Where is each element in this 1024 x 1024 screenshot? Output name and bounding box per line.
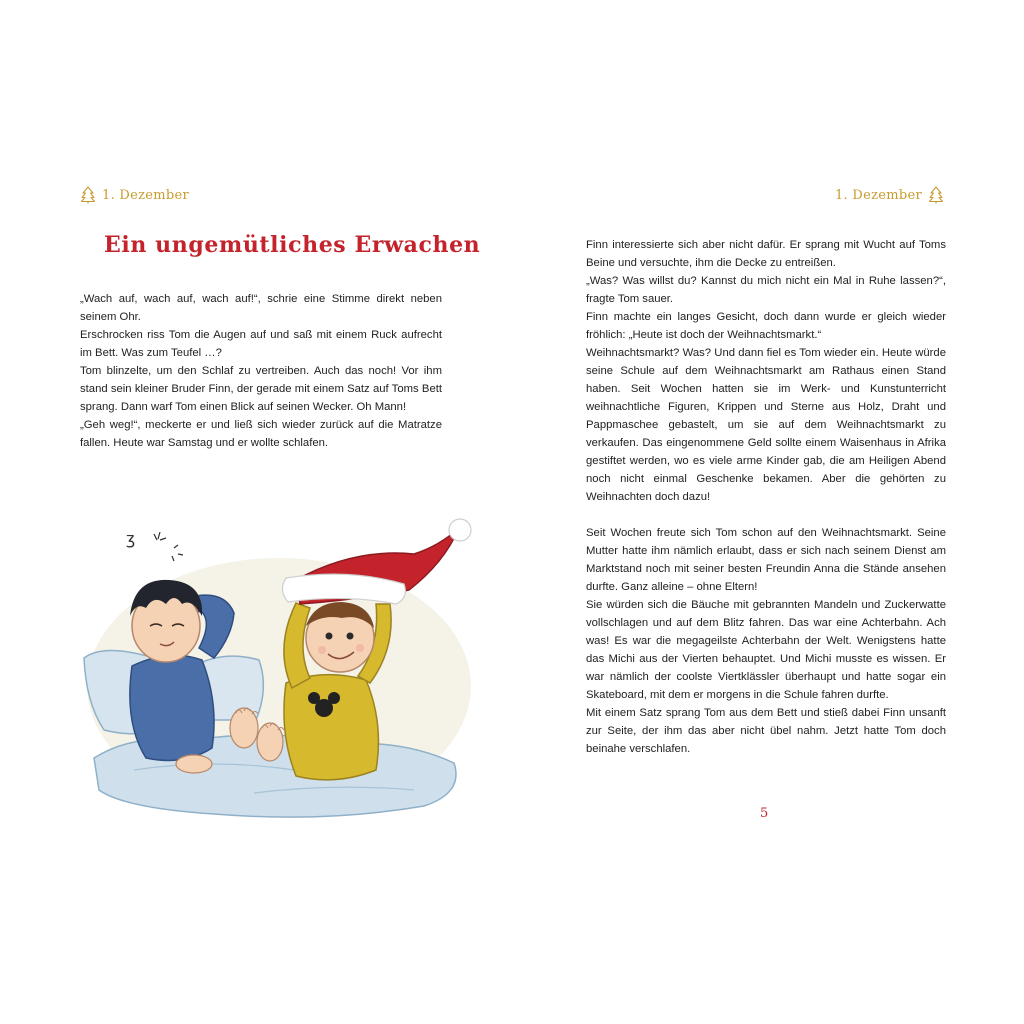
page-number: 5 <box>760 806 769 821</box>
right-page <box>512 0 1024 1024</box>
chapter-date: 1. Dezember <box>834 187 922 203</box>
paragraph: Mit einem Satz sprang Tom aus dem Bett und stieß dabei Finn unsanft zur Seite, der ihm das aber nicht übel nahm. Jetzt hatte Tom doch beinahe verschlafen. <box>586 707 946 755</box>
paragraph: Sie würden sich die Bäuche mit gebrannten Mandeln und Zuckerwatte vollschlagen und auf dem Blitz fahren. Das war eine Achterbahn. Ach was! Es war die megageilste Achterbahn der Welt. Wenigstens hatte das Michi aus der Vierten behauptet. Und Michi musste es wissen. Er war nämlich der coolste Viertklässler überhaupt und hatte sogar ein Skateboard, mit dem er morgens in die Schule fahren durfte. <box>586 599 946 701</box>
christmas-tree-icon <box>928 186 944 204</box>
paragraph: „Wach auf, wach auf, wach auf!“, schrie eine Stimme direkt neben seinem Ohr. <box>80 293 442 323</box>
paragraph: „Was? Was willst du? Kannst du mich nicht ein Mal in Ruhe lassen?“, fragte Tom sauer. <box>586 275 946 305</box>
right-body-text <box>586 236 946 758</box>
paragraph: Seit Wochen freute sich Tom schon auf den Weihnachtsmarkt. Seine Mutter hatte ihm nämlich erlaubt, dass er sich nach seinem Dienst am Marktstand noch mit seiner besten Freundin Anna die Stände ansehen durfte. Ganz alleine – ohne Eltern! <box>586 527 946 593</box>
svg-text:ʒ: ʒ <box>126 529 136 548</box>
running-header-left <box>80 186 189 204</box>
paragraph: Finn machte ein langes Gesicht, doch dann wurde er gleich wieder fröhlich: „Heute ist doch der Weihnachtsmarkt.“ <box>586 311 946 341</box>
christmas-tree-icon <box>80 186 96 204</box>
chapter-title: Ein ungemütliches Erwachen <box>104 232 481 258</box>
paragraph: „Geh weg!“, meckerte er und ließ sich wieder zurück auf die Matratze fallen. Heute war Samstag und er wollte schlafen. <box>80 419 442 449</box>
running-header-right <box>835 186 944 204</box>
chapter-date: 1. Dezember <box>102 187 190 203</box>
left-body-text <box>80 290 442 452</box>
paragraph: Weihnachtsmarkt? Was? Und dann fiel es Tom wieder ein. Heute würde seine Schule auf dem Weihnachtsmarkt am Rathaus einen Stand haben. Seit Wochen hatten sie im Werk- und Kunstunterricht weihnachtliche Figuren, Krippen und Sterne aus Holz, Draht und Pappmaschee gebastelt, um sie auf dem Weihnachtsmarkt zu verkaufen. Das eingenommene Geld sollte einem Waisenhaus in Afrika gestiftet werden, wo es viele arme Kinder gab, die am Heiligen Abend noch nicht einmal Geschenke bekamen. Aber die gehörten zu Weihnachten doch dazu! <box>586 347 946 503</box>
paragraph: Tom blinzelte, um den Schlaf zu vertreiben. Auch das noch! Vor ihm stand sein kleiner Bruder Finn, der gerade mit einem Satz auf Toms Bett sprang. Dann warf Tom einen Blick auf seinen Wecker. Oh Mann! <box>80 365 442 413</box>
illustration-boys-in-bed <box>74 508 474 824</box>
paragraph: Finn interessierte sich aber nicht dafür. Er sprang mit Wucht auf Toms Beine und versuchte, ihm die Decke zu entreißen. <box>586 239 946 269</box>
paragraph: Erschrocken riss Tom die Augen auf und saß mit einem Ruck aufrecht im Bett. Was zum Teufel …? <box>80 329 442 359</box>
